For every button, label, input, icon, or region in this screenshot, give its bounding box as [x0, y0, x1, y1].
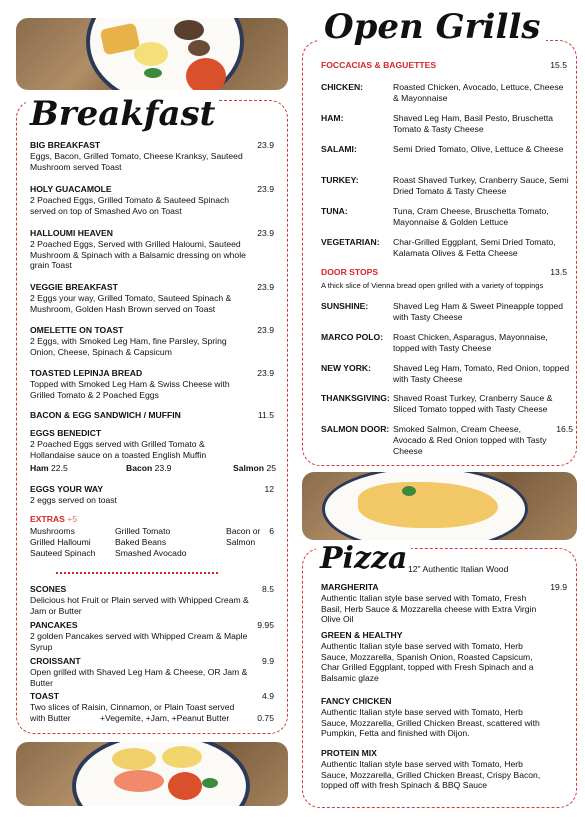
foccacias-title: FOCCACIAS & BAGUETTES: [321, 60, 437, 70]
menu-item: [321, 630, 569, 684]
extras-col1: [30, 526, 95, 558]
menu-item: [321, 748, 569, 791]
breakfast-photo-top: [16, 18, 288, 90]
toast-item: [30, 691, 276, 723]
grill-name: NEW YORK:: [321, 363, 371, 373]
item-desc: Two slices of Raisin, Cinnamon, or Plain Toast served: [30, 701, 235, 712]
open-grills-title: Open Grills: [318, 4, 546, 50]
grill-name: SALMON DOOR:: [321, 424, 390, 434]
item-price: 19.9: [550, 582, 567, 592]
extras-item: Mushrooms: [30, 526, 75, 536]
grill-name: MARCO POLO:: [321, 332, 384, 342]
item-price: 23.9: [257, 228, 274, 238]
grill-name: SALAMI:: [321, 144, 357, 154]
item-price: 12: [264, 484, 274, 494]
item-desc: Open grilled with Shaved Leg Ham & Cheese, OR Jam & Butter: [30, 666, 248, 688]
grill-desc: Tuna, Cram Cheese, Bruschetta Tomato, Mayonnaise & Golden Lettuce: [393, 206, 549, 227]
extras-price: +5: [67, 514, 78, 524]
salmon-door-price: 16.5: [556, 424, 573, 434]
grill-name: TUNA:: [321, 206, 348, 216]
extras-section: [30, 514, 276, 562]
doorstops-price: 13.5: [550, 267, 567, 277]
item-name: MARGHERITA: [321, 582, 379, 592]
item-price: 23.9: [257, 282, 274, 292]
item-desc: Authentic Italian style base served with Tomato, Herb Sauce, Mozzarella, Grilled Chicken Breast, Crispy Bacon, topped off with fresh Spinach & BBQ Sauce: [321, 758, 541, 791]
doorstops-note: A thick slice of Vienna bread open grilled with a variety of toppings: [321, 281, 544, 290]
grill-desc: Shaved Leg Ham, Basil Pesto, Bruschetta Tomato & Tasty Cheese: [393, 113, 554, 134]
extras-item: Grilled Halloumi: [30, 536, 91, 547]
item-price: 23.9: [257, 368, 274, 378]
item-desc: 2 Poached Eggs served with Grilled Tomato & Hollandaise sauce on a toasted English Muffin: [30, 438, 207, 460]
extras-item: Baked Beans: [115, 536, 167, 547]
foccacias-header: [321, 60, 567, 71]
item-desc: Authentic Italian style base served with Tomato, Herb Sauce, Mozzarella, Spanish Onion, Roasted Capsicum, Char Grilled Eggplant, topped with Fresh Spinach and a Balsamic glaze: [321, 640, 534, 684]
grill-desc: Roast Shaved Turkey, Cranberry Sauce, Semi Dried Tomato & Tasty Cheese: [393, 175, 569, 196]
addons-price: 0.75: [257, 713, 274, 723]
item-name: OMELETTE ON TOAST: [30, 325, 124, 335]
item-name: FANCY CHICKEN: [321, 696, 392, 706]
extras-title: EXTRAS: [30, 514, 65, 524]
grill-name: VEGETARIAN:: [321, 237, 380, 247]
grill-desc: Roast Chicken, Asparagus, Mayonnaise, topped with Tasty Cheese: [393, 332, 548, 353]
menu-item: [30, 184, 276, 216]
grill-name: HAM:: [321, 113, 344, 123]
grill-desc: Roasted Chicken, Avocado, Lettuce, Cheese & Mayonnaise: [393, 82, 564, 103]
extras-item: Grilled Tomato: [115, 526, 171, 536]
grill-desc: Semi Dried Tomato, Olive, Lettuce & Cheese: [393, 144, 564, 154]
item-desc: 2 eggs served on toast: [30, 494, 117, 505]
menu-item: [30, 410, 276, 421]
grill-name: SUNSHINE:: [321, 301, 369, 311]
option-bacon-price: 23.9: [154, 463, 172, 473]
extras-item: Smashed Avocado: [115, 547, 187, 558]
item-desc: 2 Eggs, with Smoked Leg Ham, fine Parsley, Spring Onion, Cheese, Spinach & Capsicum: [30, 335, 227, 357]
grill-desc: Char-Grilled Eggplant, Semi Dried Tomato, Kalamata Olives & Fetta Cheese: [393, 237, 556, 258]
menu-item: [321, 696, 569, 739]
menu-item: [30, 140, 276, 172]
eggs-benedict: [30, 428, 276, 460]
item-name: EGGS YOUR WAY: [30, 484, 104, 494]
item-desc: Eggs, Bacon, Grilled Tomato, Cheese Kranksy, Sauteed Mushroom served Toast: [30, 150, 243, 172]
item-desc: 2 golden Pancakes served with Whipped Cream & Maple Syrup: [30, 630, 248, 652]
item-price: 23.9: [257, 184, 274, 194]
grill-desc: Shaved Leg Ham & Sweet Pineapple topped with Tasty Cheese: [393, 301, 564, 322]
item-name: VEGGIE BREAKFAST: [30, 282, 118, 292]
item-name: EGGS BENEDICT: [30, 428, 102, 438]
option-ham-price: 22.5: [51, 463, 68, 473]
item-name: TOAST: [30, 691, 59, 701]
item-name: SCONES: [30, 584, 67, 594]
item-name: PROTEIN MIX: [321, 748, 377, 758]
item-desc: 2 Poached Eggs, Served with Grilled Haloumi, Sauteed Mushroom & Spinach with a Balsamic dressing on whole grain Toast: [30, 238, 246, 271]
item-desc: Topped with Smoked Leg Ham & Swiss Cheese with Grilled Tomato & 2 Poached Eggs: [30, 378, 230, 400]
extras-col2: [115, 526, 187, 558]
menu-item: [30, 620, 276, 652]
grill-name: THANKSGIVING:: [321, 393, 390, 403]
item-price: 8.5: [262, 584, 274, 594]
item-desc: Authentic Italian style base served with Tomato, Herb Sauce, Mozzarella, Grilled Chicken Breast, scattered with Pumpkin, Fetta and finished with Dijon.: [321, 706, 540, 739]
breakfast-title: Breakfast: [26, 94, 219, 134]
item-price: 23.9: [257, 140, 274, 150]
item-desc: 2 Eggs your way, Grilled Tomato, Sauteed Spinach & Mushroom, Golden Hash Brown served on Toast: [30, 292, 232, 314]
option-salmon-price: 25: [266, 463, 276, 473]
item-price: 9.95: [257, 620, 274, 630]
item-price: 11.5: [257, 410, 274, 420]
item-name: TOASTED LEPINJA BREAD: [30, 368, 143, 378]
item-name: BIG BREAKFAST: [30, 140, 101, 150]
item-price: 4.9: [262, 691, 274, 701]
grill-desc: Smoked Salmon, Cream Cheese, Avocado & Red Onion topped with Tasty Cheese: [393, 424, 547, 456]
menu-item: [30, 228, 276, 271]
doorstops-title: DOOR STOPS: [321, 267, 379, 277]
item-name: CROISSANT: [30, 656, 81, 666]
pizza-photo: [302, 472, 577, 540]
item-name: HOLY GUACAMOLE: [30, 184, 112, 194]
menu-item: [30, 282, 276, 314]
grill-desc: Shaved Leg Ham, Tomato, Red Onion, topped with Tasty Cheese: [393, 363, 570, 384]
option-ham-label: Ham: [30, 463, 49, 473]
grill-desc: Shaved Roast Turkey, Cranberry Sauce & Sliced Tomato topped with Tasty Cheese: [393, 393, 553, 414]
benedict-options: [30, 463, 276, 474]
menu-item: [30, 656, 276, 688]
menu-item: [321, 582, 569, 625]
foccacias-price: 15.5: [550, 60, 567, 70]
item-name: BACON & EGG SANDWICH / MUFFIN: [30, 410, 181, 420]
item-desc: Authentic Italian style base served with Tomato, Fresh Basil, Herb Sauce & Mozzarella cheese with Extra Virgin Olive Oil: [321, 592, 537, 625]
item-desc: 2 Poached Eggs, Grilled Tomato & Sauteed Spinach served on top of Smashed Avo on Toast: [30, 194, 230, 216]
item-name: HALLOUMI HEAVEN: [30, 228, 113, 238]
option-bacon-label: Bacon: [126, 463, 153, 473]
item-desc: Delicious hot Fruit or Plain served with Whipped Cream & Jam or Butter: [30, 594, 249, 616]
toast-desc-butter: with Butter: [30, 713, 71, 723]
menu-item: [30, 584, 276, 616]
toast-addons: +Vegemite, +Jam, +Peanut Butter: [100, 713, 230, 723]
menu-item: [30, 368, 276, 400]
item-name: PANCAKES: [30, 620, 78, 630]
breakfast-photo-bottom: [16, 742, 288, 806]
breakfast-separator: [56, 572, 218, 574]
menu-item: [30, 325, 276, 357]
grill-name: CHICKEN:: [321, 82, 364, 92]
extras-bacon-salmon: Bacon or Salmon: [226, 526, 261, 547]
doorstops-header: [321, 267, 567, 278]
extras-bacon-salmon-price: 6: [269, 526, 274, 536]
option-salmon-label: Salmon: [233, 463, 265, 473]
item-price: 9.9: [262, 656, 274, 666]
eggs-your-way: [30, 484, 276, 506]
grill-name: TURKEY:: [321, 175, 359, 185]
pizza-title: Pizza: [316, 540, 411, 578]
pizza-subtitle: 12" Authentic Italian Wood: [408, 564, 509, 574]
item-name: GREEN & HEALTHY: [321, 630, 403, 640]
item-price: 23.9: [257, 325, 274, 335]
extras-item: Sauteed Spinach: [30, 547, 96, 558]
